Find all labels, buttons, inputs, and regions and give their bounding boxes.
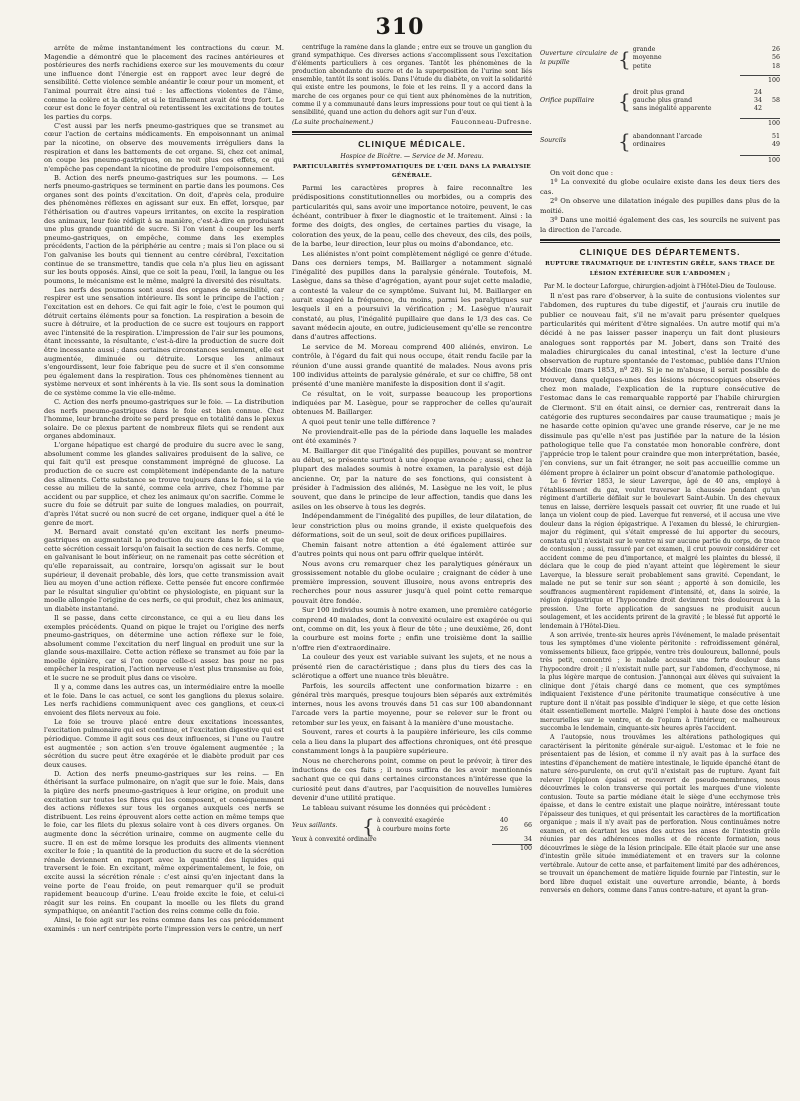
paragraph: C'est aussi par les nerfs pneumo-gastriques que se transmet au cœur l'action de certains médicaments. En empoisonnant un animal par la nicotine, on observe des mouvements irréguliers dans la respiration et dans les battements de cet organe. Si, chez cet animal, on coupe les pneumo-gastriques, on ne voit plus ces effets, ce qui n'empêche pas cependant la nicotine de produire l'empoisonnement. [44, 121, 284, 173]
article-columns [44, 44, 780, 1089]
column-middle [292, 44, 532, 1089]
paragraph: M. Baillarger dit que l'inégalité des pupilles, pouvant se montrer au début, se présente surtout à une époque avancée ; aussi, chez la plupart des malades soumis à notre examen, la paralysie est déjà ancienne. Or, par la nature de ses fonctions, qui consistent à présider à l'admission des aliénés, M. Lasègue ne les voit, le plus souvent, que dans le principe de leur affection, tandis que dans les asiles on les observe à tous les degrés. [292, 446, 532, 511]
paragraph: B. Action des nerfs pneumo-gastriques sur les poumons. — Les nerfs pneumo-gastriques se terminent en partie dans les poumons. Ces organes sont des points d'excitation. On doit, d'après cela, produire des phénomènes réflexes en agissant sur eux. En effet, lorsque, par l'éthérisation ou d'autres vapeurs irritantes, on excite la respiration des animaux, leur foie rédigit à sa manière, c'est-à-dire en produisant une plus grande quantité de sucre. Si l'on vient à couper les nerfs pneumo-gastriques, on empêche, comme dans les exemples précédents, l'action de la périphérie au centre ; mais si l'on place ou si l'on galvanise les bouts qui tiennent au centre cérébral, l'excitation continue de se transmettre, tandis que cela n'a plus lieu en agissant sur les bouts opposés. Ainsi, que ce soit la peau, l'œil, la langue ou les poumons, le mécanisme est le même, malgré la diversité des résultats. [44, 173, 284, 285]
conclusion-intro: On voit donc que : [550, 168, 614, 177]
eye-convexity-table [292, 813, 532, 854]
section-subtitle: RUPTURE TRAUMATIQUE DE L'INTESTIN GRÊLE, SANS TRACE DE LÉSION EXTÉRIEURE SUR L'ABDOMEN ; [545, 261, 775, 277]
table-row: à convexité exagérée 40 [376, 817, 508, 825]
paragraph: Il y a, comme dans les autres cas, un intermédiaire entre la moelle et le foie. Dans le cas actuel, ce sont les ganglions du plexus solaire. Les nerfs rachidiens communiquent avec ces ganglions, et ceux-ci envoient des filets nerveux au foie. [44, 683, 284, 717]
paragraph: La couleur des yeux est variable suivant les sujets, et ne nous a présenté rien de caractéristique ; dans plus du tiers des cas la sclérotique a offert une nuance très bleuâtre. [292, 653, 532, 680]
paragraph: L'organe hépatique est chargé de produire du sucre avec le sang, absolument comme les glandes salivaires produisent de la salive, ce qui fait qu'il est presque constamment imprégné de glucose. La production de ce sucre est complètement indépendante de la nature des aliments. Cette substance se trouve toujours dans le foie, si la vie cesse au milieu de la santé, comme cela arrive, chez l'homme par accident ou par supplice, et chez les animaux qu'on sacrifie. Comme le sucre du foie se détruit par suite de longues maladies, on pourrait, d'après l'état sucré ou non sucré de cet organe, indiquer quel a été le genre de mort. [44, 441, 284, 527]
table-row: grande 26 [632, 46, 780, 53]
table-label: Yeux saillants. [292, 821, 338, 829]
article-signoff [292, 119, 532, 127]
brace-symbol: { [362, 813, 375, 838]
paragraph: Il se passe, dans cette circonstance, ce qui a eu lieu dans les exemples précédents. Quand on pique le trajet ou l'origine des nerfs pneumo-gastriques, on détermine une action réflexe sur le foie, absolument comme l'excitation du nerf lingual en produit une sur la glande sous-maxillaire. Cette action réflexe se transmet au foie par la moelle épinière, car si l'on coupe celle-ci assez bas pour ne pas empêcher la respiration, l'action nerveuse n'est plus transmise au foie, et le sucre ne se produit plus dans ce viscère. [44, 613, 284, 683]
paragraph: A quoi peut tenir une telle différence ? [302, 418, 436, 427]
paragraph: Parfois, les sourcils affectent une conformation bizarre : en général très marqués, presque toujours bien séparés aux extrémités internes, nous les avons trouvés dans 51 cas sur 100 abandonnant l'arcade vers la partie moyenne, pour se relever sur le front ou retomber sur les yeux, en faisant à la manière d'une moustache. [292, 681, 532, 727]
table-row: petite 18 [632, 62, 780, 70]
conclusion-item: 2º On observe une dilatation inégale des pupilles dans plus de la moitié. [540, 197, 780, 215]
brace-symbol: { [618, 129, 631, 154]
paragraph: Il n'est pas rare d'observer, à la suite de contusions violentes sur l'abdomen, des ruptures du tube digestif, et j'aurais cru inutile de publier ce nouveau fait, s'il ne m'avait paru présenter quelques particularités qui méritent d'être signalées. Un autre motif qui m'a décidé à ne pas laisser passer inaperçu un fait dont plusieurs analogues sont rapportés par M. Jobert, dans son Traité des maladies chirurgicales du canal intestinal, c'est la lecture d'une observation de rupture spontanée de l'estomac, publiée dans l'Union Médicale (mars 1853, nº 28). Si je ne m'abuse, il serait possible de trouver, dans quelques-unes des lésions nécroscopiques observées chez mon malade, l'explication de la rupture consécutive de l'estomac dans le cas remarquable rapporté par l'habile chirurgien de Clermont. S'il en était ainsi, ce dernier cas, rentrerait dans la catégorie des ruptures secondaires par cause traumatique ; mais je ne hasarde cette opinion qu'avec une grande réserve, car je ne me dissimule pas qu'elle n'est pas justifiée par la nature de la lésion pathologique telle que l'a constatée mon honorable confrère, dont j'apprécie trop le talent pour craindre que mon interprétation, basée, j'en conviens, sur un fait étranger, ne soit pas accueillie comme un élément propre à éclairer un point obscur d'anatomie pathologique. [540, 292, 780, 477]
paragraph: Chemin faisant notre attention a été également attirée sur d'autres points qui nous ont paru offrir quelque intérêt. [292, 540, 532, 558]
conclusion-item: 1º La convexité du globe oculaire existe dans les deux tiers des cas. [540, 178, 780, 196]
paragraph: centrifuge la ramène dans la glande ; entre eux se trouve un ganglion du grand sympathique. Ces diverses actions s'accomplissent sous l'excitation d'éléments particuliers à ces organes. Tantôt les phénomènes de la production abondante du sucre et de la superposition de l'urine sont liés ensemble, tantôt ils sont isolés. Dans l'étude du diabète, on voit la solidarité qui existe entre les poumons, le foie et les reins. Il y a accord dans la marche de ces organes pour ce qui tient aux phénomènes de la nutrition, comme il y a communauté dans leurs impressions pour tout ce qui tient à la sensibilité, quand une action du dehors agit sur l'un d'eux. [292, 44, 532, 116]
continuation-note: (La suite prochainement.) [292, 118, 374, 126]
paragraph: Nous avons cru remarquer chez les paralytiques généraux un grossissement notable du globe oculaire ; craignant de céder à une première impression, souvent illusoire, nous avons entrepris des recherches pour nous assurer jusqu'à quel point cette remarque pouvait être fondée. [292, 559, 532, 605]
group-total: 58 [771, 97, 780, 105]
paragraph: arrête de même instantanément les contractions du cœur. M. Magendie a démontré que le placement des racines antérieures et postérieures des nerfs rachidiens exerce sur les mouvements du cœur une influence dont l'énergie est en rapport avec leur degré de sensibilité. Cette violence semble anéantir le cœur pour un moment, et l'animal pourrait être ainsi tué : les affections violentes de l'âme, comme la colère et la dîète, et si le tiraillement avait été trop fort. Le cœur est donc le foyer central où retentissent les excitations de toutes les parties du corps. [44, 44, 284, 121]
section-divider [292, 131, 532, 135]
table-row: moyenne 56 [632, 54, 780, 62]
stat-group: Sourcils { abandonnant l'arcade 51 ordinaires 49 [540, 129, 780, 154]
paragraph: Le service de M. Moreau comprend 400 aliénés, environ. Le contrôle, à l'égard du fait qui nous occupe, était rendu facile par la réunion d'une aussi grande quantité de malades. Nous avons pris 100 individus atteints de paralysie générale, et sur ce chiffre, 58 ont présenté d'une manière manifeste la disposition dont il s'agit. [292, 342, 532, 389]
table-row: gauche plus grand 34 [632, 97, 762, 105]
conclusion-item: 3º Dans une moitié également des cas, les sourcils ne suivent pas la direction de l'arcade. [540, 216, 780, 234]
paragraph: Ne proviendrait-elle pas de la période dans laquelle les malades ont été examinés ? [292, 427, 532, 446]
paragraph: Souvent, rares et courts à la paupière inférieure, les cils comme cela a lieu dans la plupart des affections chroniques, ont été presque constamment longs à la paupière supérieure. [292, 728, 532, 756]
column-left [44, 44, 284, 1089]
group-total: 66 [523, 821, 532, 829]
column-right [540, 44, 780, 1089]
paragraph: Ainsi, le foie agit sur les reins comme dans les cas précédemment examinés : un nerf centripète porte l'impression vers le centre, un nerf [44, 916, 284, 933]
paragraph: Le tableau suivant résume les données qui précèdent : [302, 803, 491, 812]
stat-group: Orifice pupillaire { droit plus grand 24 gauche plus grand 34 sans inégalité apparente 42 58 [540, 88, 780, 114]
table-row: sans inégalité apparente 42 [632, 105, 762, 113]
section-title: CLINIQUE DES DÉPARTEMENTS. [579, 246, 741, 257]
table-total: 100 [740, 75, 780, 85]
section-byline: Par M. le docteur Laforgue, chirurgien-adjoint à l'Hôtel-Dieu de Toulouse. [543, 282, 777, 290]
table-row: droit plus grand 24 [632, 88, 762, 96]
paragraph: Le 6 février 1853, le sieur Laverque, âgé de 40 ans, employé à l'établissement du gaz, voulut traverser la chaussée pendant qu'un régiment d'artillerie défilait sur le boulevart Saint-Aubin. Un des chevaux tenus en laisse, derrière lesquels passait cet ouvrier, fit une ruade et lui lança un violent coup de pied. Laverque fut renversé, et il accusa une vive douleur dans la région épigastrique. A l'examen du blessé, le chirurgien-major du régiment, qui s'était empressé de lui apporter du secours, constata qu'il n'existait sur le ventre ni sur aucune partie du corps, de trace de contusion ; aussi, rassuré par cet examen, il crut pouvoir considérer cet accident comme de peu d'importance, et malgré les plaintes du blessé, il déclara que le coup de pied n'ayant atteint que légèrement le sieur Laverque, la blessure serait probablement sans gravité. Cependant, le malade ne put se tenir sur son séant ; apporté à son domicile, les souffrances augmentèrent rapidement d'intensité, et, dans la soirée, la région épigastrique et l'hypocondre droit devinrent très douloureux à la pression. Une forte application de sangsues ne produisit aucun soulagement, et les accidents prirent de la gravité ; le blessé fut apporté le lendemain à l'Hôtel-Dieu. [540, 478, 780, 630]
author-name: Fauconneau-Dufresne. [451, 118, 532, 126]
section-divider [540, 239, 780, 243]
table-row: Yeux à convexité ordinaire 34 [292, 835, 532, 843]
paragraph: Parmi les caractères propres à faire reconnaître les prédispositions constitutionnelles ou morbides, ou a compris des particularités qui, sans avoir une importance notoire, peuvent, le cas échéant, contribuer à fixer le diagnostic et le traitement. Ainsi : la forme des doigts, des ongles, de certaines parties du visage, la coloration des yeux, de la peau, celle des cheveux, des cils, des poils, de la barbe, leur direction, leur plus ou moins d'abondance, etc. [292, 184, 532, 248]
table-total: 100 [740, 155, 780, 165]
table-total: 100 [740, 118, 780, 128]
pupil-stats [540, 46, 780, 166]
paragraph: C. Action des nerfs pneumo-gastriques sur le foie. — La distribution des nerfs pneumo-gastriques dans le foie est bien connue. Chez l'homme, leur branche droite se perd presque en totalité dans le plexus solaire. De ce plexus partent de nombreux filets qui se rendent aux organes abdominaux. [44, 397, 284, 441]
table-row: ordinaires 49 [632, 141, 780, 149]
paragraph: M. Bernard avait constaté qu'en excitant les nerfs pneumo-gastriques on augmentait la production du sucre dans le foie et que cette sécrétion cessait lorsqu'on faisait la section de ces nerfs. Comme, en galvanisant le bout inférieur, on ne ramenait pas cette sécrétion et qu'elle reparaissait, au contraire, lorsqu'on agissait sur le bout supérieur, il devenait probable, dès lors, que cette transmission avait lieu au moyen d'une action réflexe. Cette pensée fut encore confirmée par le résultat singulier qu'obtint ce physiologiste, en piquant sur la moelle allongée l'origine de ces nerfs, ce qui produit, chez les animaux, un diabète instantané. [44, 527, 284, 613]
paragraph: D. Action des nerfs pneumo-gastriques sur les reins. — En éthérisant la surface pulmonaire, on n'agit que sur le foie. Mais, dans la piqûre des nerfs pneumo-gastriques à leur origine, on produit une excitation sur toutes les fibres qui les composent, et conséquemment des actions réflexes sur tous les organes auxquels ces nerfs se distribuent. Les reins éprouvent alors cette action en même temps que le foie, car les filets du plexus solaire vont à ces divers organes. On augmente donc la sécrétion urinaire, comme on augmente celle du sucre. Il en est de même lorsque les produits des aliments viennent exciter le foie ; la quantité de la production du sucre et de la sécrétion rénale deviennent en rapport avec la quantité des liquides qui traversent le foie. En excitant, même expérimentalement, le foie, on excite aussi la sécrétion rénale : c'est ainsi qu'en injectant dans la veine porte de l'eau froide, on peut remarquer qu'il se produit rapidement beaucoup d'urine. L'eau froide excite le foie, et celui-ci réagit sur les reins. En coupant la moelle ou les filets du grand sympathique, on anéantit l'action des reins comme celle du foie. [44, 769, 284, 916]
paragraph: Les nerfs des poumons sont aussi des organes de sensibilité, car respirer est une sensation intérieure. Ils sont le principe de l'action ; l'excitation est en dehors. Ce qui fait agir le foie, c'est le poumon qui détruit certains éléments pour sa fonction. La respiration a besoin de sucre à détruire, et la production de ce sucre est toujours en rapport avec l'intensité de la respiration. L'impression de l'air sur les poumons, étant incessante, la résultante, c'est-à-dire la production de sucre doit être incessante aussi ; dans certaines circonstances seulement, elle est augmentée, diminuée ou détruite. Lorsque les animaux s'engourdissent, leur foie fabrique peu de sucre et il s'en consomme peu également dans la respiration. Tous ces phénomènes tiennent au système nerveux et sont inhérents à la vie. Ils sont sous la domination de ce système comme la vie elle-même. [44, 285, 284, 397]
table-row: à courbure moins forte 26 [376, 825, 508, 833]
stat-group: Ouverture circulaire de la pupille { grande 26 moyenne 56 petite 18 [540, 46, 780, 71]
paragraph: Nous ne chercherons point, comme on peut le prévoir, à tirer des inductions de ces faits ; il nous suffira de les avoir mentionnés sachant que ce qui dans certaines circonstances n'intéresse que la curiosité peut dans d'autres, par l'acquisition de nouvelles lumières devenir d'une utilité pratique. [292, 756, 532, 802]
section-title: CLINIQUE MÉDICALE. [358, 138, 466, 149]
paragraph: Les aliénistes n'ont point complètement négligé ce genre d'étude. Dans ces derniers temps, M. Baillarger a notamment signalé l'inégalité des pupilles dans la paralysie générale. Toutefois, M. Lasègue, dans sa thèse d'agrégation, ayant pour sujet cette maladie, a contesté la valeur de ce symptôme. Suivant lui, M. Baillarger en aurait exagéré la fréquence, du moins, parmi les paralytiques sur lesquels il en a poursuivi la vérification ; M. Lasègue n'aurait constaté, au plus, l'inégalité pupillaire que dans le 1/3 des cas. Ce savant médecin ajoute, en outre, judicieusement qu'elle se rencontre dans d'autres affections. [292, 249, 532, 342]
table-row: abandonnant l'arcade 51 [632, 132, 780, 140]
brace-symbol: { [618, 89, 631, 114]
paragraph: Le foie se trouve placé entre deux excitations incessantes, l'excitation pulmonaire qui est continue, et l'excitation digestive qui est périodique. Comme il agit sous ces deux influences, si l'une ou l'autre est augmentée ; son action s'en trouve également augmentée ; la sécrétion du sucre peut être exagérée et le diabète produit par ces deux causes. [44, 717, 284, 769]
paragraph: A son arrivée, trente-six heures après l'événement, le malade présentait tous les symptômes d'une violente péritonite : refroidissement général, vomissements bilieux, face grippée, ventre très douloureux, ballonné, pouls très petit, concentré ; le malade accusait une forte douleur dans l'hypocondre droit ; il n'existait nulle part, sur l'abdomen, d'ecchymose, ni la plus légère marque de contusion. J'annonçai aux élèves qui suivaient la clinique dont j'étais chargé dans ce moment, que ces symptômes indiquaient l'existence d'une péritonite traumatique consécutive à une rupture dont il n'était pas possible d'indiquer le siège, et que cette lésion était essentiellement mortelle. Malgré l'emploi à haute dose des onctions mercurielles sur le ventre, et de l'opium à l'intérieur, ce malheureux succomba le lendemain, cinquante-six heures après l'accident. [540, 631, 780, 733]
section-hospital: Hospice de Bicêtre. — Service de M. Moreau. [340, 153, 484, 161]
paragraph: Ce résultat, on le voit, surpasse beaucoup les proportions indiquées par M. Lasègue, pour se rapprocher de celles qu'aurait obtenues M. Baillarger. [292, 389, 532, 417]
paragraph: Indépendamment de l'inégalité des pupilles, de leur dilatation, de leur constriction plus ou moins grande, il existe quelquefois des déformations, soit de un seul, soit de deux orifices pupillaires. [292, 512, 532, 539]
brace-symbol: { [618, 46, 631, 71]
paragraph: Sur 100 individus soumis à notre examen, une première catégorie comprend 40 malades, dont la convexité oculaire est exagérée ou qui ont, comme on dit, les yeux à fleur de tête ; une deuxième, 26, dont la courbure est moins forte ; enfin une troisième dont la saillie n'offre rien d'extraordinaire. [292, 606, 532, 652]
table-total: 100 [492, 844, 532, 853]
section-subtitle: PARTICULARITÉS SYMPTOMATIQUES DE L'ŒIL DANS LA PARALYSIE GÉNÉRALE. [293, 163, 531, 179]
paragraph: A l'autopsie, nous trouvâmes les altérations pathologiques qui caractérisent la péritonite générale sur-aiguë. L'estomac et le foie ne présentaient pas de lésion, et comme il n'y avait pas à la surface des intestins d'épanchement de matière intestinale, le liquide épanché étant de nature séro-purulente, on crut qu'il n'existait pas de rupture. Ayant fait relever l'épiploon épaissi et recouvert de pseudo-membranes, nous découvrîmes le colon transverse qui portait les marques d'une violente contusion. Toute sa partie médiane était le siège d'une ecchymose très épaisse, et dans le centre existait une plaque noirâtre, intéressant toute l'épaisseur des tuniques, et qui présentait les caractères de la mortification organique ; mais il n'y avait pas de perforation. Nous continuâmes notre examen, et en écartant les unes des autres les anses de l'intestin grêle réunies par des adhérences molles et de récente formation, nous découvrîmes le siège de la lésion principale. Elle était placée sur une anse d'intestin grêle située immédiatement et en travers sur la colonne vertébrale. Autour de cette anse, et parfaitement limité par des adhérences, se trouvait un épanchement de matière liquide fournie par l'intestin, sur le bord libre duquel existait une ouverture arrondie, béante, à bords renversés en dehors, comme dans l'anus contre-nature, et ayant la gran- [540, 734, 780, 895]
page-number: 310 [375, 14, 425, 40]
